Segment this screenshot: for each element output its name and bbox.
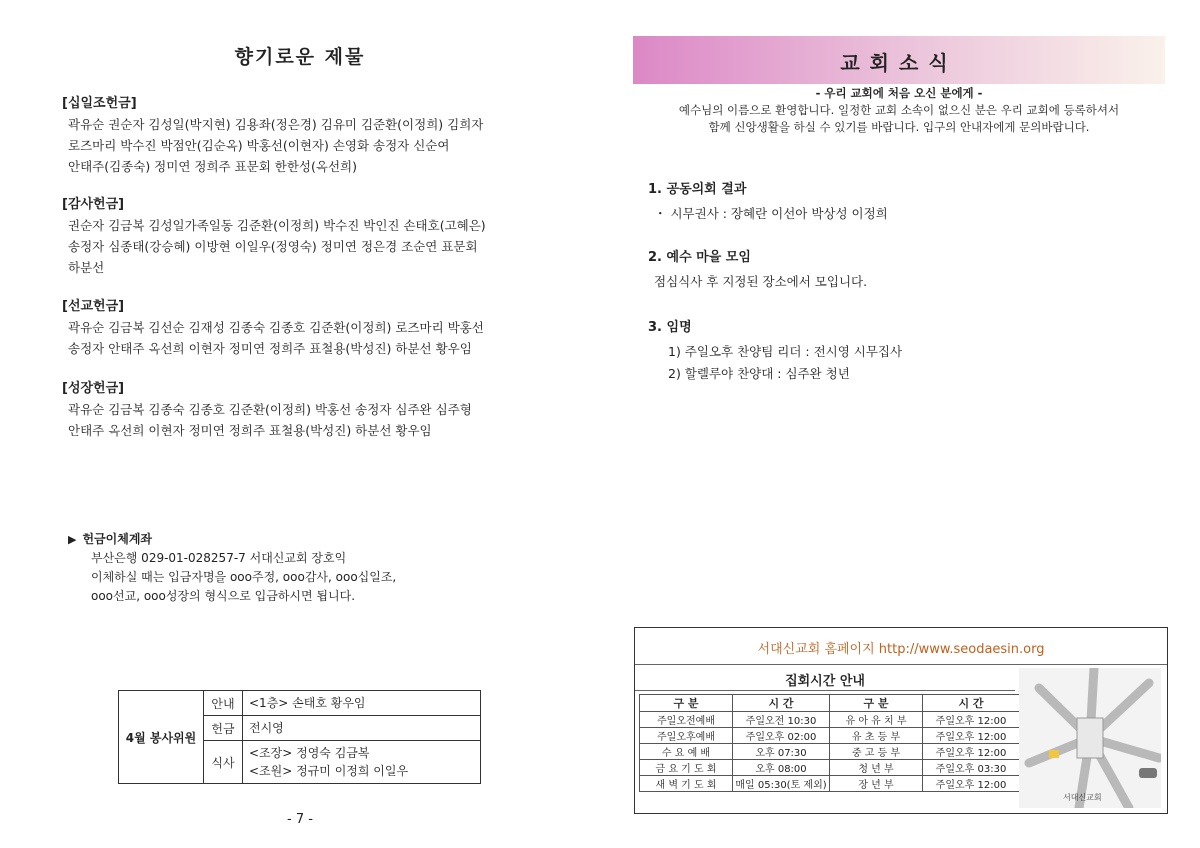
location-map (1019, 668, 1161, 808)
offering-line: 로즈마리 박수진 박점안(김순옥) 박홍선(이현자) 손영화 송정자 신순여 (68, 138, 450, 153)
account-heading: 헌금이체계좌 (82, 532, 153, 546)
offering-heading: [선교헌금] (62, 299, 125, 314)
schedule-cell: 수 요 예 배 (640, 744, 733, 760)
service-category: 안내 (204, 691, 243, 716)
schedule-cell: 주일오후예배 (640, 728, 733, 744)
offering-line: 곽유순 권순자 김성일(박지현) 김용좌(정은경) 김유미 김준환(이정희) 김희자 (68, 117, 484, 132)
offering-mission (62, 295, 562, 359)
account-line: 이체하실 때는 입금자명을 ooo주정, ooo감사, ooo십일조, (91, 570, 397, 584)
schedule-cell: 매일 05:30(토 제외) (733, 776, 830, 792)
schedule-cell: 유 초 등 부 (830, 728, 923, 744)
news-banner (633, 36, 1165, 84)
offering-line: 안태주(김종숙) 정미연 정희주 표문회 한한성(옥선희) (68, 159, 357, 174)
welcome-line: 함께 신앙생활을 하실 수 있기를 바랍니다. 입구의 안내자에게 문의바랍니다. (708, 120, 1090, 134)
news-heading: 2. 예수 마을 모임 (648, 250, 751, 265)
schedule-cell: 주일오전 10:30 (733, 712, 830, 728)
table-row (640, 776, 1020, 792)
triangle-right-icon: ▶ (68, 533, 77, 546)
table-row (640, 712, 1020, 728)
schedule-cell: 유 아 유 치 부 (830, 712, 923, 728)
service-category: 헌금 (204, 716, 243, 741)
schedule-header: 구 분 (830, 695, 923, 712)
schedule-cell: 중 고 등 부 (830, 744, 923, 760)
welcome-line: 예수님의 이름으로 환영합니다. 일정한 교회 소속이 없으신 분은 우리 교회에 등록하셔서 (678, 103, 1120, 117)
news-line: 점심식사 후 지정된 장소에서 모입니다. (654, 274, 868, 289)
welcome-title: - 우리 교회에 처음 오신 분에게 - (815, 86, 983, 100)
service-value: <조원> 정규미 이정희 이일우 (249, 764, 409, 778)
schedule-table (639, 694, 1020, 792)
news-line: ・ 시무권사 : 장혜란 이선아 박상성 이정희 (654, 206, 888, 221)
news-line: 2) 할렐루야 찬양대 : 심주완 청년 (668, 366, 850, 381)
offering-heading: [감사헌금] (62, 197, 125, 212)
schedule-cell: 주일오후 12:00 (923, 744, 1020, 760)
table-header-row (640, 695, 1020, 712)
schedule-cell: 주일오후 12:00 (923, 728, 1020, 744)
news-heading: 1. 공동의회 결과 (648, 182, 747, 197)
offering-growth (62, 377, 562, 441)
table-row (640, 728, 1020, 744)
offering-line: 곽유순 김금복 김종숙 김종호 김준환(이정희) 박홍선 송정자 심주완 심주형 (68, 402, 472, 417)
offering-tithe (62, 92, 562, 177)
schedule-cell: 주일오후 12:00 (923, 776, 1020, 792)
schedule-cell: 장 년 부 (830, 776, 923, 792)
schedule-cell: 주일오후 02:00 (733, 728, 830, 744)
page-number: - 7 - (287, 812, 313, 827)
right-page (600, 0, 1200, 848)
service-category: 식사 (204, 741, 243, 784)
service-table (118, 690, 481, 784)
offering-line: 권순자 김금복 김성일가족일동 김준환(이정희) 박수진 박인진 손태호(고혜은) (68, 218, 486, 233)
news-title: 교회소식 (840, 51, 958, 75)
news-section-2 (648, 246, 1148, 293)
schedule-cell: 주일오후 03:30 (923, 760, 1020, 776)
schedule-title: 집회시간 안내 (785, 674, 865, 689)
schedule-cell: 주일오전예배 (640, 712, 733, 728)
schedule-cell: 주일오후 12:00 (923, 712, 1020, 728)
offering-line: 안태주 옥선희 이현자 정미연 정희주 표철용(박성진) 하분선 황우임 (68, 423, 432, 438)
service-value: <조장> 정영숙 김금복 (249, 746, 370, 760)
offering-line: 하분선 (68, 260, 105, 275)
welcome-message (633, 85, 1165, 136)
offering-heading: [십일조헌금] (62, 96, 137, 111)
service-value: <1층> 손태호 황우임 (249, 696, 366, 710)
schedule-cell: 새 벽 기 도 회 (640, 776, 733, 792)
schedule-header: 시 간 (923, 695, 1020, 712)
map-label: 서대신교회 (1063, 793, 1102, 802)
service-group-label: 4월 봉사위원 (119, 691, 204, 784)
table-row (119, 691, 481, 716)
offerings-title: 향기로운 제물 (234, 46, 366, 68)
divider (635, 690, 1015, 691)
news-line: 1) 주일오후 찬양팀 리더 : 전시영 시무집사 (668, 344, 903, 359)
news-heading: 3. 임명 (648, 320, 692, 335)
schedule-header: 시 간 (733, 695, 830, 712)
schedule-cell: 오후 08:00 (733, 760, 830, 776)
schedule-cell: 오후 07:30 (733, 744, 830, 760)
schedule-cell: 금 요 기 도 회 (640, 760, 733, 776)
table-row (640, 760, 1020, 776)
account-line: ooo선교, ooo성장의 형식으로 입금하시면 됩니다. (91, 589, 356, 603)
map-illustration (1019, 668, 1161, 808)
offering-line: 송정자 안태주 옥선희 이현자 정미연 정희주 표철용(박성진) 하분선 황우임 (68, 341, 472, 356)
offering-line: 곽유순 김금복 김선순 김재성 김종숙 김종호 김준환(이정희) 로즈마리 박홍선 (68, 320, 484, 335)
table-row (640, 744, 1020, 760)
news-section-3 (648, 316, 1148, 385)
account-info (68, 530, 396, 606)
offering-heading: [성장헌금] (62, 381, 125, 396)
account-line: 부산은행 029-01-028257-7 서대신교회 장호익 (91, 551, 347, 565)
news-section-1 (648, 178, 1148, 225)
schedule-cell: 청 년 부 (830, 760, 923, 776)
schedule-header: 구 분 (640, 695, 733, 712)
info-box (634, 627, 1168, 814)
homepage-link[interactable]: 서대신교회 홈페이지 http://www.seodaesin.org (757, 642, 1045, 657)
divider (635, 664, 1167, 665)
offering-thanks (62, 193, 562, 278)
service-value: 전시영 (249, 721, 284, 735)
offering-line: 송정자 심종태(강승혜) 이방현 이일우(정영숙) 정미연 정은경 조순연 표문회 (68, 239, 478, 254)
